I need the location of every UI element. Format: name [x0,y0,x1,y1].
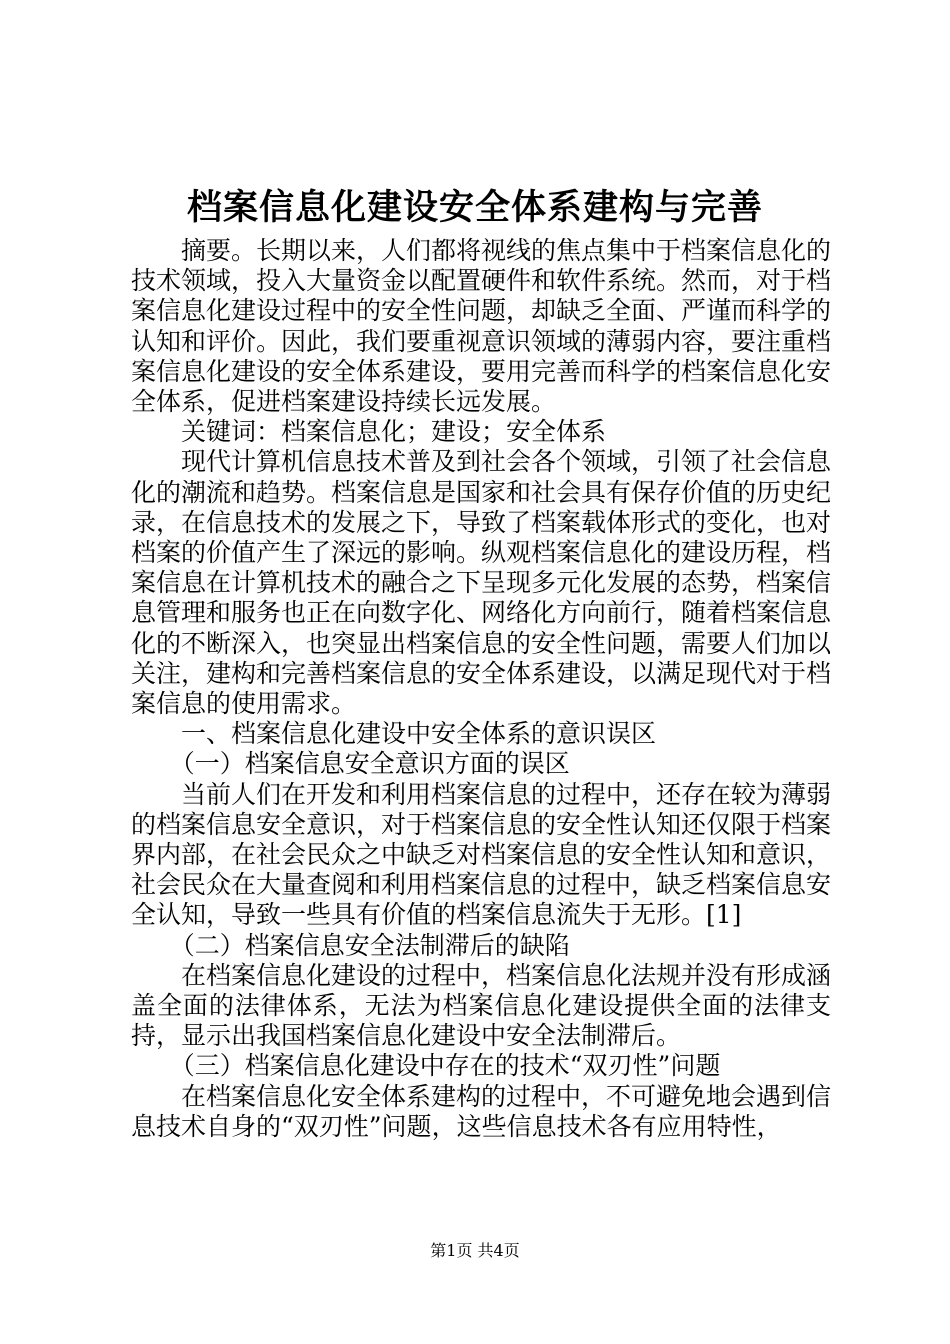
subsection-heading-3: （三）档案信息化建设中存在的技术“双刃性”问题 [169,1051,721,1081]
page-footer: 第1页 共4页 [430,1241,520,1260]
document-body [131,236,831,1142]
subsection-paragraph-2: 在档案信息化建设的过程中，档案信息化法规并没有形成涵盖全面的法律体系，无法为档案信息化建设提供全面的法律支持，显示出我国档案信息化建设中安全法制滞后。 [131,960,832,1051]
subsection-paragraph-1: 当前人们在开发和利用档案信息的过程中，还存在较为薄弱的档案信息安全意识，对于档案信息的安全性认知还仅限于档案界内部，在社会民众之中缺乏对档案信息的安全性认知和意识，社会民众在大量查阅和利用档案信息的过程中，缺乏档案信息安全认知，导致一些具有价值的档案信息流失于无形。[1] [131,779,832,930]
keywords-line: 关键词：档案信息化；建设；安全体系 [181,417,607,447]
subsection-heading-2: （二）档案信息安全法制滞后的缺陷 [169,930,570,960]
intro-paragraph: 现代计算机信息技术普及到社会各个领域，引领了社会信息化的潮流和趋势。档案信息是国家和社会具有保存价值的历史纪录，在信息技术的发展之下，导致了档案载体形式的变化，也对档案的价值产生了深远的影响。纵观档案信息化的建设历程，档案信息在计算机技术的融合之下呈现多元化发展的态势，档案信息管理和服务也正在向数字化、网络化方向前行，随着档案信息化的不断深入，也突显出档案信息的安全性问题，需要人们加以关注，建构和完善档案信息的安全体系建设，以满足现代对于档案信息的使用需求。 [131,447,832,719]
abstract-paragraph: 摘要。长期以来，人们都将视线的焦点集中于档案信息化的技术领域，投入大量资金以配置硬件和软件系统。然而，对于档案信息化建设过程中的安全性问题，却缺乏全面、严谨而科学的认知和评价。因此，我们要重视意识领域的薄弱内容，要注重档案信息化建设的安全体系建设，要用完善而科学的档案信息化安全体系，促进档案建设持续长远发展。 [131,236,832,417]
document-title: 档案信息化建设安全体系建构与完善 [186,187,763,228]
subsection-paragraph-3: 在档案信息化安全体系建构的过程中，不可避免地会遇到信息技术自身的“双刃性”问题，这些信息技术各有应用特性， [131,1081,832,1141]
section-heading-1: 一、档案信息化建设中安全体系的意识误区 [181,719,657,749]
subsection-heading-1: （一）档案信息安全意识方面的误区 [169,749,570,779]
